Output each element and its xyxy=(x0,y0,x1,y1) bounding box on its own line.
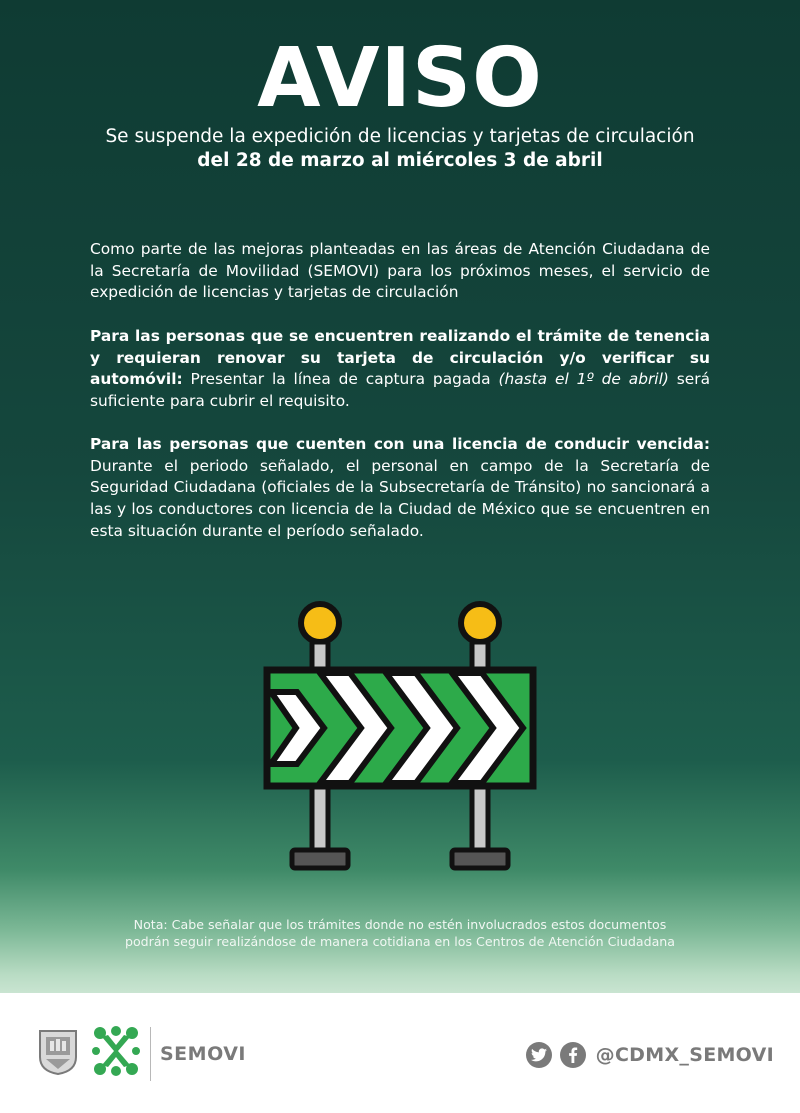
tenencia-heading: Para las personas que se encuentren realizando el trámite de tenencia y requieran renovar su tarjeta de circulación y/o verificar su automóvil: xyxy=(90,327,710,389)
cdmx-x-logo-icon xyxy=(92,1025,140,1077)
license-text: Durante el periodo señalado, el personal en campo de la Secretaría de Seguridad Ciudadana (oficiales de la Subsecretaría de Tránsito) no sancionará a las y los conductores con licencia de la Ciudad de México que se encuentren en esta situación durante el período señalado. xyxy=(90,456,710,540)
notice-dates: del 28 de marzo al miércoles 3 de abril xyxy=(197,150,603,171)
road-barrier-icon xyxy=(262,600,538,875)
footer-bar xyxy=(0,993,800,1113)
footnote xyxy=(0,916,800,950)
social-links xyxy=(526,1041,774,1069)
footer-divider xyxy=(150,1027,151,1081)
facebook-icon[interactable] xyxy=(560,1042,586,1068)
notice-title: AVISO xyxy=(257,31,543,126)
footnote-line-2: podrán seguir realizándose de manera cotidiana en los Centros de Atención Ciudadana xyxy=(124,934,675,949)
footnote-line-1: Nota: Cabe señalar que los trámites donde no estén involucrados estos documentos xyxy=(133,917,667,932)
license-heading: Para las personas que cuenten con una licencia de conducir vencida: xyxy=(90,435,710,453)
tenencia-text: Presentar la línea de captura pagada xyxy=(182,370,499,389)
left-lamp xyxy=(301,604,339,642)
social-handle[interactable]: @CDMX_SEMOVI xyxy=(595,1044,774,1066)
agency-name: SEMOVI xyxy=(160,1043,246,1065)
license-paragraph xyxy=(90,434,710,543)
tenencia-paragraph xyxy=(90,326,710,413)
tenencia-date-note: (hasta el 1º de abril) xyxy=(498,370,669,389)
right-lamp xyxy=(461,604,499,642)
intro-paragraph: Como parte de las mejoras planteadas en las áreas de Atención Ciudadana de la Secretaría de Movilidad (SEMOVI) para los próximos meses, el servicio de expedición de licencias y tarjetas de circulación xyxy=(90,240,710,302)
twitter-icon[interactable] xyxy=(526,1042,552,1068)
cdmx-seal-icon xyxy=(38,1027,78,1075)
tenencia-text-end: será suficiente para cubrir el requisito. xyxy=(90,370,711,411)
notice-subtitle: Se suspende la expedición de licencias y tarjetas de circulación xyxy=(105,126,695,147)
